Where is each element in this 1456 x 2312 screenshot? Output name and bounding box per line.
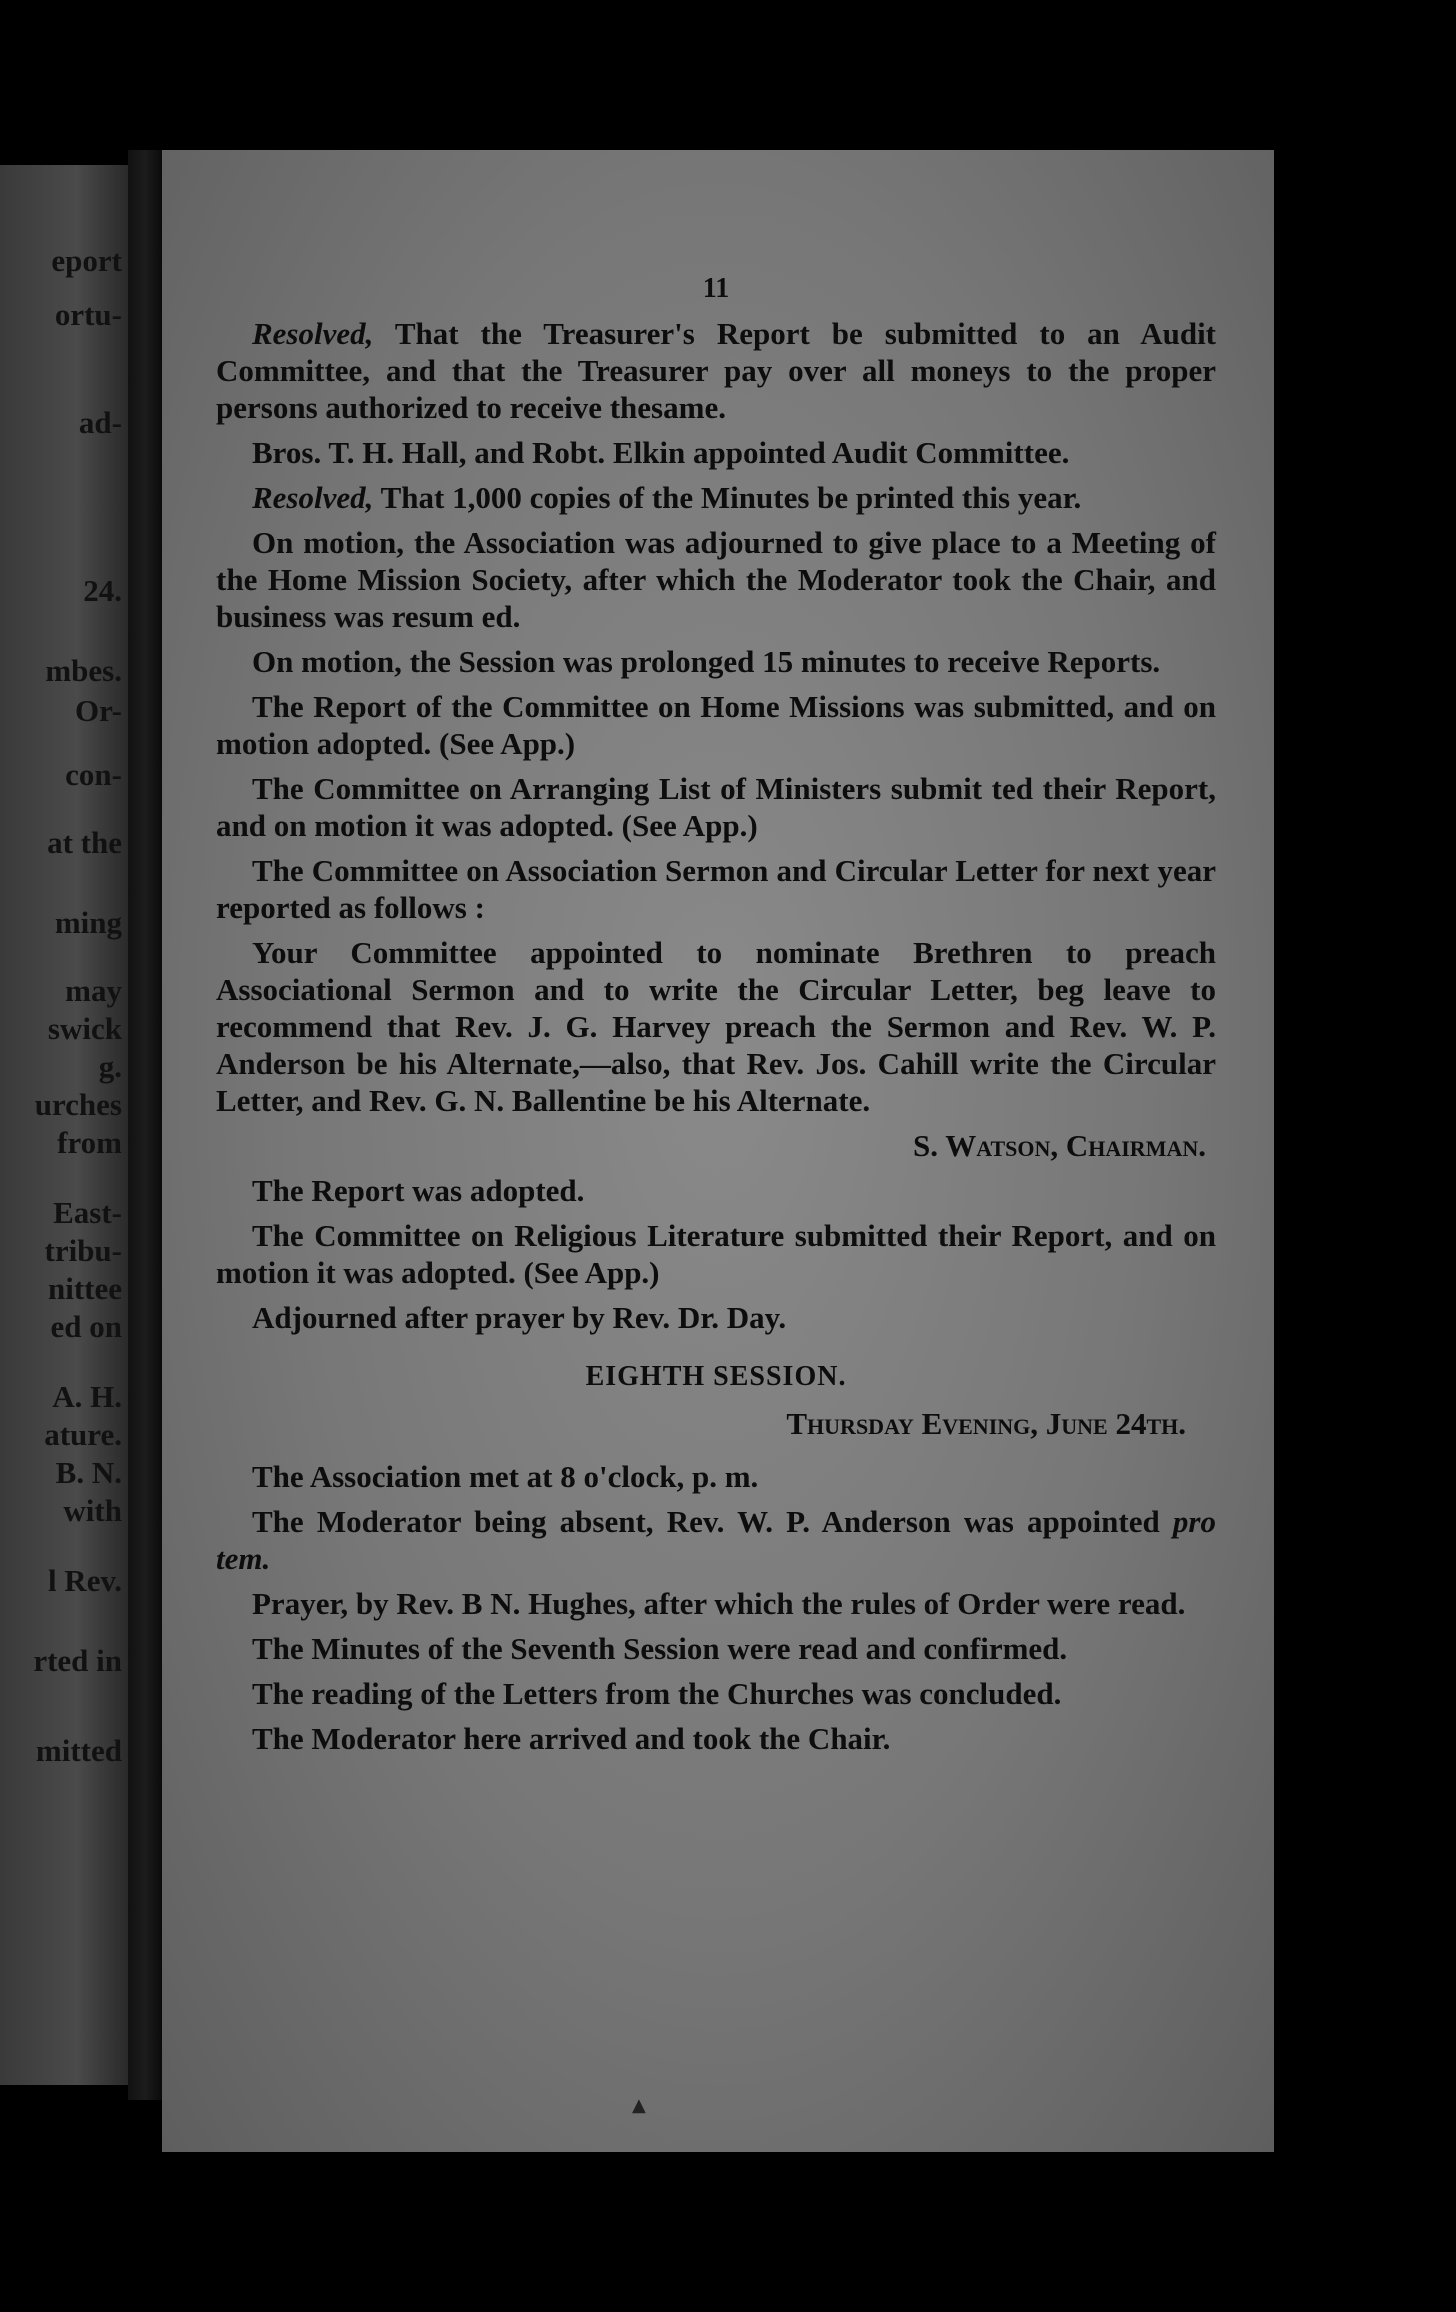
left-page-text-fragment: ad- [78,405,122,440]
left-page-text-fragment: may [65,973,122,1008]
paragraph-moderator-absent [216,1503,1216,1577]
page-number: 11 [702,273,730,304]
paragraph-text: The Moderator being absent, Rev. W. P. Anderson was appointed [252,1504,1173,1539]
paragraph-religious-literature: The Committee on Religious Literature submitted their Report, and on motion it was adopted. (See App.) [216,1218,1216,1290]
left-page-text-fragment: ed on [50,1309,122,1344]
resolved-label: Resolved, [252,316,374,351]
paragraph-adjourned-prayer: Adjourned after prayer by Rev. Dr. Day. [252,1300,787,1335]
left-page-text-fragment: eport [51,243,122,278]
left-page-text-fragment: swick [47,1011,122,1046]
left-page-text-fragment: from [57,1125,122,1160]
left-page-text-fragment: ature. [44,1417,122,1452]
paragraph-session-prolonged: On motion, the Session was prolonged 15 minutes to receive Reports. [252,644,1161,679]
left-page-text-fragment: ming [54,905,122,940]
left-page-fragment [0,165,128,2085]
book-gutter [128,150,162,2100]
left-page-text-fragment: ortu- [54,297,122,332]
chairman-signature [216,1127,1206,1164]
left-page-text-fragment: with [63,1493,122,1528]
paragraph-sermon-committee: The Committee on Association Sermon and Circular Letter for next year reported as follows : [216,853,1216,925]
paragraph-resolved-copies [216,479,1216,516]
paragraph-text: That the Treasurer's Report be submitted to an Audit Committee, and that the Treasurer pay over all moneys to the proper persons authorized to receive thesame. [216,316,1216,425]
left-page-text-fragment: A. H. [52,1379,122,1414]
session-heading: EIGHTH SESSION. [585,1361,847,1392]
left-page-text-fragment: con- [65,757,122,792]
left-page-text-fragment: Or- [74,693,122,728]
left-page-text-fragment: at the [47,825,122,860]
paragraph-report-adopted: The Report was adopted. [252,1173,585,1208]
paragraph-text: That 1,000 copies of the Minutes be printed this year. [373,480,1082,515]
paragraph-list-of-ministers: The Committee on Arranging List of Ministers submit ted their Report, and on motion it was adopted. (See App.) [216,771,1216,843]
session-date: Thursday Evening, June 24th. [786,1406,1186,1441]
paragraph-committee-report: Your Committee appointed to nominate Brethren to preach Associational Sermon and to write the Circular Letter, beg leave to recommend that Rev. J. G. Harvey preach the Sermon and Rev. W. P. Anderson be his Alternate,—also, that Rev. Jos. Cahill write the Circular Letter, and Rev. G. N. Ballentine be his Alternate. [216,935,1216,1118]
paragraph-home-missions-report: The Report of the Committee on Home Missions was submitted, and on motion adopted. (See App.) [216,689,1216,761]
paragraph-association-met: The Association met at 8 o'clock, p. m. [252,1459,759,1494]
paragraph-moderator-arrived: The Moderator here arrived and took the Chair. [252,1721,891,1756]
signature-text: S. Watson, Chairman. [913,1128,1206,1163]
paragraph-letters-concluded: The reading of the Letters from the Churches was concluded. [252,1676,1062,1711]
paragraph-resolved-treasurer [216,315,1216,426]
left-page-text-fragment: urches [34,1087,122,1122]
paragraph-audit-committee: Bros. T. H. Hall, and Robt. Elkin appointed Audit Committee. [252,435,1070,470]
page-text [216,270,1216,1765]
left-page-text-fragment: B. N. [55,1455,122,1490]
pro-tem-label: pro tem. [216,1504,1216,1576]
left-page-text-fragment: l Rev. [47,1563,122,1598]
left-page-text-fragment: g. [98,1049,122,1084]
resolved-label: Resolved, [252,480,374,515]
left-page-text-fragment: East- [53,1195,122,1230]
left-page-text-fragment: 24. [83,573,122,608]
left-page-text-fragment: tribu- [44,1233,122,1268]
paragraph-adjourned-home-mission: On motion, the Association was adjourned to give place to a Meeting of the Home Mission Society, after which the Moderator took the Chair, and business was resum ed. [216,525,1216,634]
printer-mark: ▲ [632,2095,646,2116]
left-page-text-fragment: nittee [47,1271,122,1306]
left-page-text-fragment: mitted [35,1733,122,1768]
paragraph-prayer: Prayer, by Rev. B N. Hughes, after which the rules of Order were read. [252,1586,1186,1621]
left-page-text-fragment: rted in [33,1643,122,1678]
left-page-text-fragment: mbes. [45,653,122,688]
right-page [162,150,1274,2152]
paragraph-minutes-confirmed: The Minutes of the Seventh Session were read and confirmed. [252,1631,1068,1666]
